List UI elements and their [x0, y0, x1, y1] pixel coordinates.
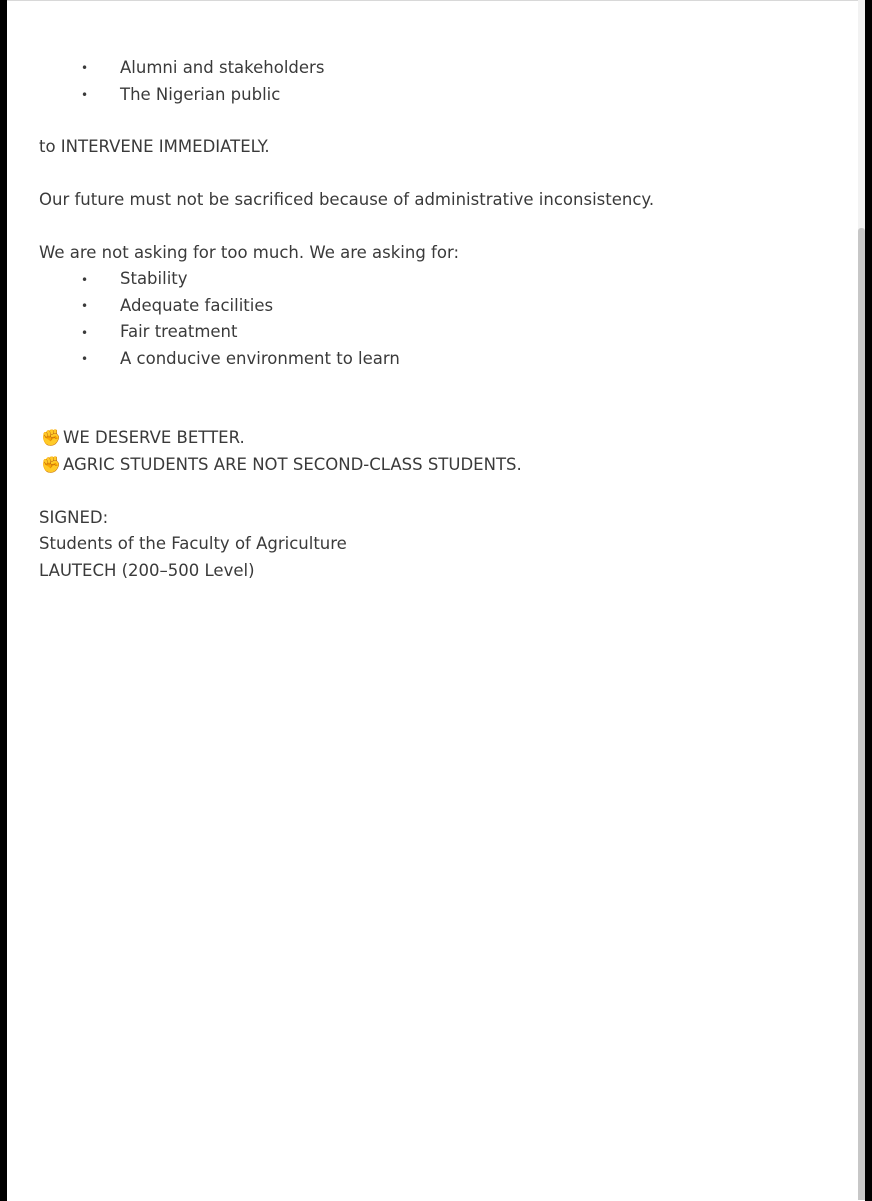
list-item: Adequate facilities	[120, 296, 274, 315]
signatory-line: Students of the Faculty of Agriculture	[39, 534, 347, 553]
bullet-icon: •	[81, 61, 89, 75]
bullet-icon: •	[81, 299, 89, 313]
slogan-line	[41, 427, 245, 449]
list-item: The Nigerian public	[120, 85, 281, 104]
intervene-paragraph: to INTERVENE IMMEDIATELY.	[39, 137, 270, 156]
list-item: Stability	[120, 269, 188, 288]
signatory-line: LAUTECH (200–500 Level)	[39, 561, 255, 580]
bullet-icon: •	[81, 326, 89, 340]
raised-fist-icon: ✊	[41, 455, 61, 474]
bullet-icon: •	[81, 88, 89, 102]
bullet-icon: •	[81, 352, 89, 366]
list-item: Fair treatment	[120, 322, 238, 341]
scrollbar-thumb[interactable]	[858, 228, 865, 1200]
future-paragraph: Our future must not be sacrificed because of administrative inconsistency.	[39, 190, 655, 209]
asking-intro: We are not asking for too much. We are asking for:	[39, 243, 460, 262]
document-page	[7, 0, 865, 1201]
raised-fist-icon: ✊	[41, 428, 61, 447]
slogan-line	[41, 454, 522, 476]
list-item: A conducive environment to learn	[120, 349, 400, 368]
list-item: Alumni and stakeholders	[120, 58, 325, 77]
slogan-text: WE DESERVE BETTER.	[63, 428, 245, 447]
signed-label: SIGNED:	[39, 508, 109, 527]
bullet-icon: •	[81, 273, 89, 287]
slogan-text: AGRIC STUDENTS ARE NOT SECOND-CLASS STUDENTS.	[63, 455, 522, 474]
